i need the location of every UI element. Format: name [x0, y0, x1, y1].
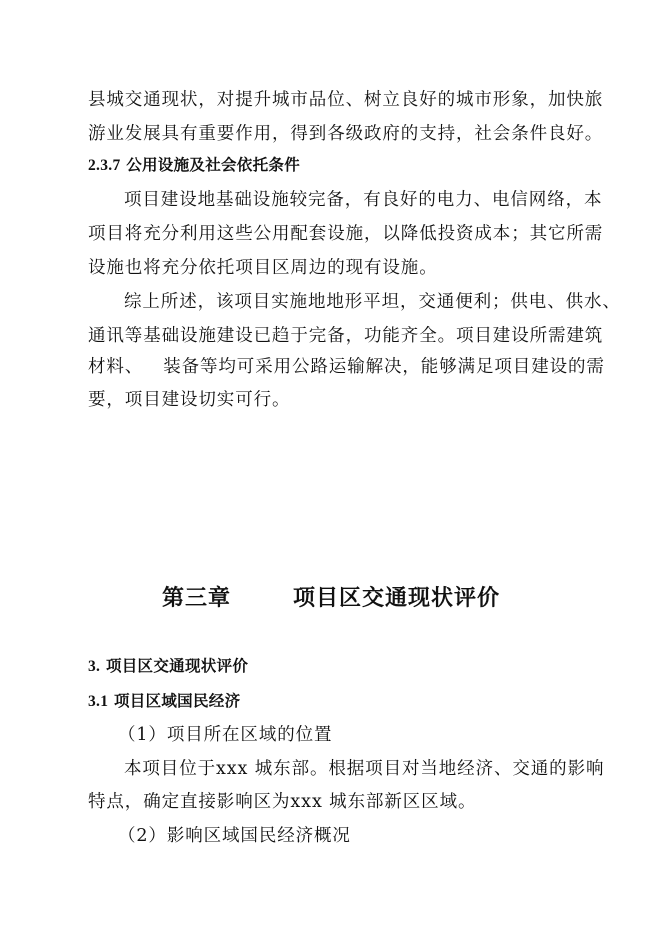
- section-number: 3.1: [88, 693, 109, 710]
- section-title: 公用设施及社会依托条件: [126, 156, 301, 174]
- paragraph-line: 设施也将充分依托项目区周边的现有设施。: [88, 258, 438, 278]
- paragraph-line: 本项目位于xxx 城东部。根据项目对当地经济、交通的影响: [124, 759, 605, 779]
- paragraph-line: 项目建设地基础设施较完备，有良好的电力、电信网络，本: [124, 190, 603, 210]
- chapter-title: [0, 584, 662, 614]
- paragraph-line: 要，项目建设切实可行。: [88, 390, 291, 410]
- section-heading-2-3-7: [88, 153, 300, 178]
- paragraph-line: 综上所述，该项目实施地地形平坦，交通便利；供电、供水、: [124, 292, 621, 312]
- list-item-label: （1）项目所在区域的位置: [118, 725, 333, 745]
- section-title: 项目区域国民经济: [113, 692, 241, 710]
- paragraph-line: [88, 355, 605, 379]
- section-heading-3: [88, 654, 248, 679]
- paragraph-line: 游业发展具有重要作用，得到各级政府的支持，社会条件良好。: [88, 124, 604, 144]
- chapter-label: 第三章: [161, 586, 231, 611]
- text-fragment: 材料、: [88, 357, 144, 377]
- paragraph-line: 县城交通现状，对提升城市品位、树立良好的城市形象，加快旅: [88, 90, 604, 110]
- paragraph-line: 通讯等基础设施建设已趋于完备，功能齐全。项目建设所需建筑: [88, 326, 604, 346]
- list-item-label: （2）影响区域国民经济概况: [118, 826, 351, 846]
- paragraph-line: 特点，确定直接影响区为xxx 城东部新区区域。: [88, 792, 477, 812]
- section-heading-3-1: [88, 689, 240, 714]
- chapter-name: 项目区交通现状评价: [293, 586, 501, 611]
- section-number: 3.: [88, 658, 101, 675]
- section-number: 2.3.7: [88, 157, 121, 174]
- text-fragment: 装备等均可采用公路运输解决，能够满足项目建设的需: [163, 357, 605, 377]
- paragraph-line: 项目将充分利用这些公用配套设施，以降低投资成本；其它所需: [88, 224, 604, 244]
- section-title: 项目区交通现状评价: [105, 657, 249, 675]
